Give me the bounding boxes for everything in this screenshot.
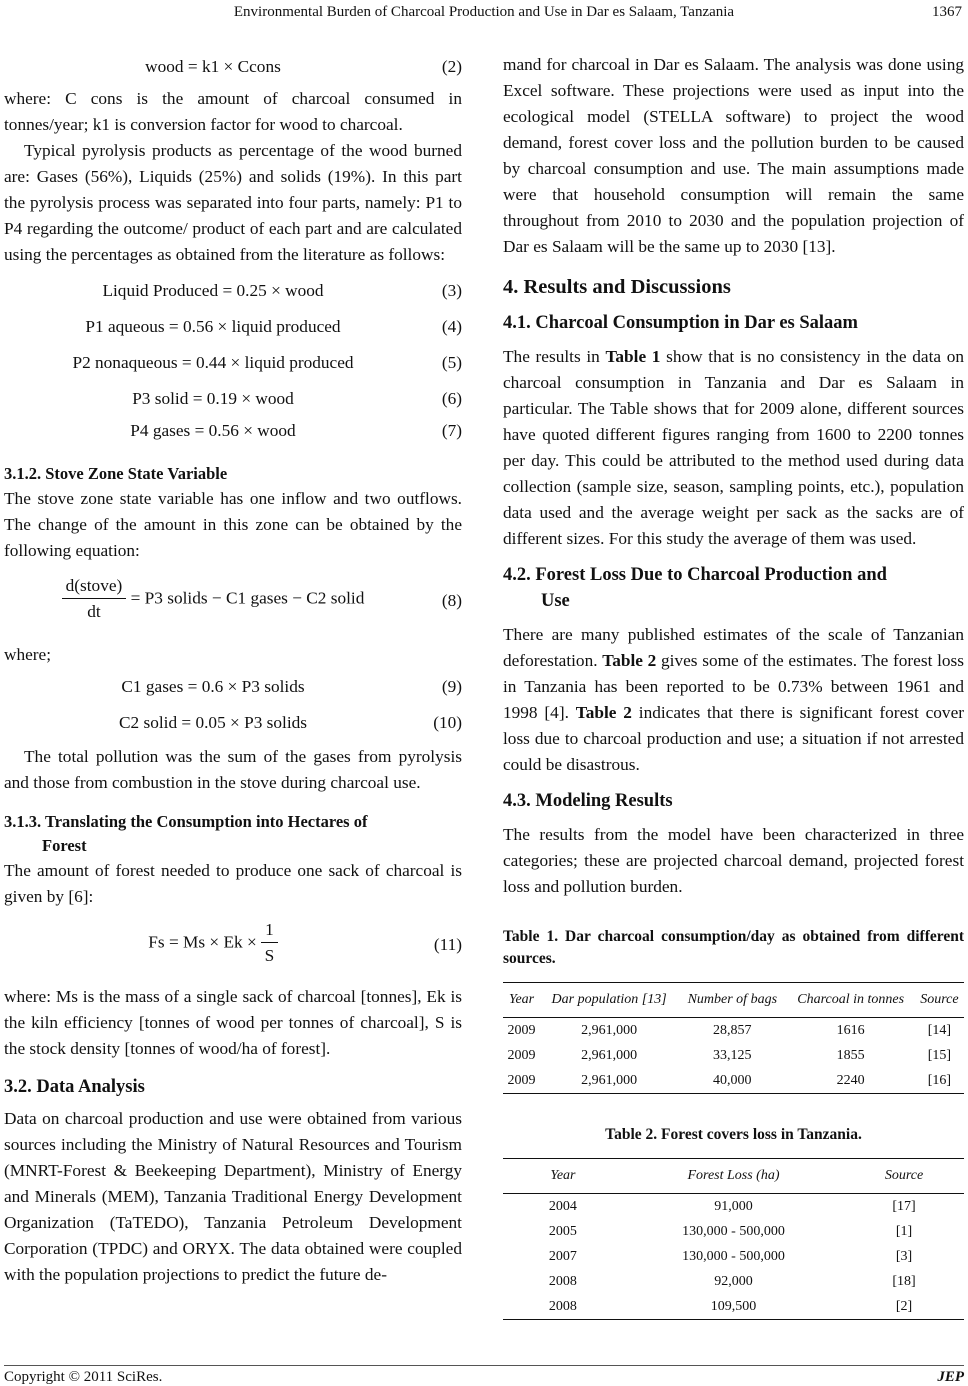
- equation-number: (6): [441, 389, 462, 408]
- running-title: Environmental Burden of Charcoal Production and Use in Dar es Salaam, Tanzania: [233, 4, 735, 20]
- table-2: [503, 1158, 964, 1320]
- table-ref: Table 2: [575, 703, 632, 722]
- paragraph: Data on charcoal production and use were obtained from various sources including the Ministry of Natural Resources and Tourism (MNRT-Forest & Beekeeping Department), Ministry of Energy and Minerals (MEM), Tanzania Traditional Energy Development Organization (TaTEDO), Tanzania Petroleum Development Corporation (TPDC) and ORYX. The data obtained were coupled with the population projections to predict the future de-: [4, 1109, 462, 1284]
- table-row: 2007 130,000 - 500,000 [3]: [548, 1249, 913, 1264]
- fraction-denominator: dt: [87, 602, 101, 621]
- equation-expr: P4 gases = 0.56 × wood: [130, 421, 296, 440]
- section-heading: 4.3. Modeling Results: [503, 791, 673, 811]
- column-header: Dar population [13]: [540, 983, 678, 1018]
- column-header: Charcoal in tonnes: [786, 983, 914, 1018]
- section-heading: 3.1.3. Translating the Consumption into Hectares of: [4, 812, 368, 831]
- paragraph: There are many published estimates of the scale of Tanzanian deforestation. Table 2 gives some of the estimates. The forest loss in Tanzania has been reported to be 0.73% between 1961 and 1998 [4]. Table 2 indicates that there is significant forest cover loss due to charcoal production and use; a situation if not arrested could be disastrous.: [503, 625, 964, 774]
- table-header-row: [503, 1159, 964, 1194]
- paragraph: where;: [4, 645, 52, 664]
- equation-9: [4, 672, 462, 702]
- equation-10: [4, 708, 462, 738]
- section-heading: 4.2. Forest Loss Due to Charcoal Production and: [503, 565, 887, 585]
- table-row: 2004 91,000 [17]: [548, 1199, 916, 1214]
- equation-number: (2): [441, 57, 462, 76]
- fraction-numerator: d(stove): [62, 574, 127, 599]
- section-heading: 4. Results and Discussions: [503, 276, 731, 298]
- equation-number: (4): [441, 317, 462, 336]
- table-row: 2008 92,000 [18]: [548, 1274, 916, 1289]
- table-2-caption: Table 2. Forest covers loss in Tanzania.: [605, 1126, 862, 1143]
- left-column: [4, 52, 462, 1288]
- section-heading: 3.2. Data Analysis: [4, 1077, 145, 1097]
- paragraph: The total pollution was the sum of the gases from pyrolysis and those from combustion in the stove during charcoal use.: [4, 747, 462, 792]
- equation-expr: C1 gases = 0.6 × P3 solids: [121, 677, 305, 696]
- page-number: 1367: [932, 4, 962, 20]
- copyright: Copyright © 2011 SciRes.: [4, 1369, 163, 1385]
- column-header: Number of bags: [678, 983, 786, 1018]
- fraction: [62, 574, 127, 625]
- table-1: [503, 982, 964, 1094]
- column-header: Year: [503, 983, 540, 1018]
- section-heading-cont: Forest: [42, 836, 87, 855]
- equation-expr: wood = k1 × Ccons: [145, 57, 281, 76]
- paragraph: Typical pyrolysis products as percentage of the wood burned are: Gases (56%), Liquids (25%) and solids (19%). In this part the pyrolysis process was separated into four parts, namely: P1 to P4 regarding the outcome/ product of each part and are calculated using the percentages as obtained from the literature as follows:: [4, 141, 462, 264]
- fraction: [261, 918, 278, 969]
- page-footer: [4, 1365, 964, 1385]
- equation-8: [4, 570, 462, 634]
- equation-expr: Liquid Produced = 0.25 × wood: [102, 281, 324, 300]
- column-header: Source: [844, 1159, 964, 1194]
- equation-3: [4, 276, 462, 306]
- journal-abbrev: JEP: [937, 1369, 964, 1385]
- table-ref: Table 2: [602, 651, 657, 670]
- paragraph: where: Ms is the mass of a single sack of charcoal [tonnes], Ek is the kiln efficiency [tonnes of wood per tonnes of charcoal], S is the stock density [tonnes of wood/ha of forest].: [4, 987, 462, 1058]
- equation-number: (11): [433, 935, 462, 954]
- table-row: 2008 109,500 [2]: [503, 1294, 964, 1320]
- column-header: Year: [503, 1159, 623, 1194]
- equation-number: (10): [433, 713, 462, 732]
- fraction-numerator: 1: [261, 918, 278, 943]
- fraction-denominator: S: [264, 946, 275, 965]
- paragraph: The results from the model have been characterized in three categories; these are projected charcoal demand, projected forest loss and pollution burden.: [503, 825, 964, 896]
- table-row: 2005 130,000 - 500,000 [1]: [548, 1224, 913, 1239]
- equation-lhs: Fs = Ms × Ek ×: [148, 932, 257, 952]
- paragraph: The amount of forest needed to produce one sack of charcoal is given by [6]:: [4, 861, 462, 906]
- equation-expr: C2 solid = 0.05 × P3 solids: [118, 713, 308, 732]
- equation-number: (8): [441, 591, 462, 610]
- equation-number: (7): [441, 421, 462, 440]
- right-column: [503, 52, 964, 1320]
- table-row: 2009 2,961,000 28,857 1616 [14]: [507, 1023, 952, 1038]
- equation-6: [4, 384, 462, 414]
- equation-expr: P1 aqueous = 0.56 × liquid produced: [85, 317, 341, 336]
- column-header: Forest Loss (ha): [623, 1159, 844, 1194]
- table-ref: Table 1: [605, 347, 661, 366]
- section-heading-cont: Use: [541, 591, 570, 611]
- paragraph: The stove zone state variable has one inflow and two outflows. The change of the amount in this zone can be obtained by the following equation:: [4, 489, 462, 560]
- equation-expr: P3 solid = 0.19 × wood: [132, 389, 294, 408]
- equation-number: (9): [441, 677, 462, 696]
- equation-7: [4, 416, 462, 446]
- equation-number: (5): [441, 353, 462, 372]
- column-header: Source: [915, 983, 964, 1018]
- equation-2: [4, 52, 462, 82]
- equation-4: [4, 312, 462, 342]
- running-header: [0, 4, 968, 26]
- table-row: 2009 2,961,000 33,125 1855 [15]: [507, 1048, 952, 1063]
- table-header-row: [503, 983, 964, 1018]
- equation-5: [4, 348, 462, 378]
- table-1-caption: Table 1. Dar charcoal consumption/day as obtained from different sources.: [503, 928, 964, 967]
- equation-number: (3): [441, 281, 462, 300]
- paragraph: mand for charcoal in Dar es Salaam. The analysis was done using Excel software. These projections were used as input into the ecological model (STELLA software) to project the wood demand, forest cover loss and the pollution burden to be caused by charcoal consumption and use. The main assumptions made were that household consumption will remain the same throughout from 2010 to 2030 and the population projection of Dar es Salaam will be the same up to 2030 [13].: [503, 55, 964, 256]
- equation-expr: P2 nonaqueous = 0.44 × liquid produced: [72, 353, 354, 372]
- section-heading: 4.1. Charcoal Consumption in Dar es Salaam: [503, 313, 858, 333]
- section-heading: 3.1.2. Stove Zone State Variable: [4, 464, 228, 483]
- equation-11: [4, 914, 462, 978]
- equation-rhs: = P3 solids − C1 gases − C2 solid: [130, 588, 365, 608]
- paragraph: where: C cons is the amount of charcoal consumed in tonnes/year; k1 is conversion factor for wood to charcoal.: [4, 89, 462, 134]
- table-row: 2009 2,961,000 40,000 2240 [16]: [503, 1068, 964, 1094]
- paragraph: The results in Table 1 show that is no consistency in the data on charcoal consumption in Tanzania and Dar es Salaam in particular. The Table shows that for 2009 alone, different sources have quoted different figures ranging from 1600 to 2200 tonnes per day. This could be attributed to the method used during data collection (sample size, season, sampling points, etc.), population data used and the average weight per sack as the sacks are of different sizes. For this study the average of them was used.: [503, 347, 965, 548]
